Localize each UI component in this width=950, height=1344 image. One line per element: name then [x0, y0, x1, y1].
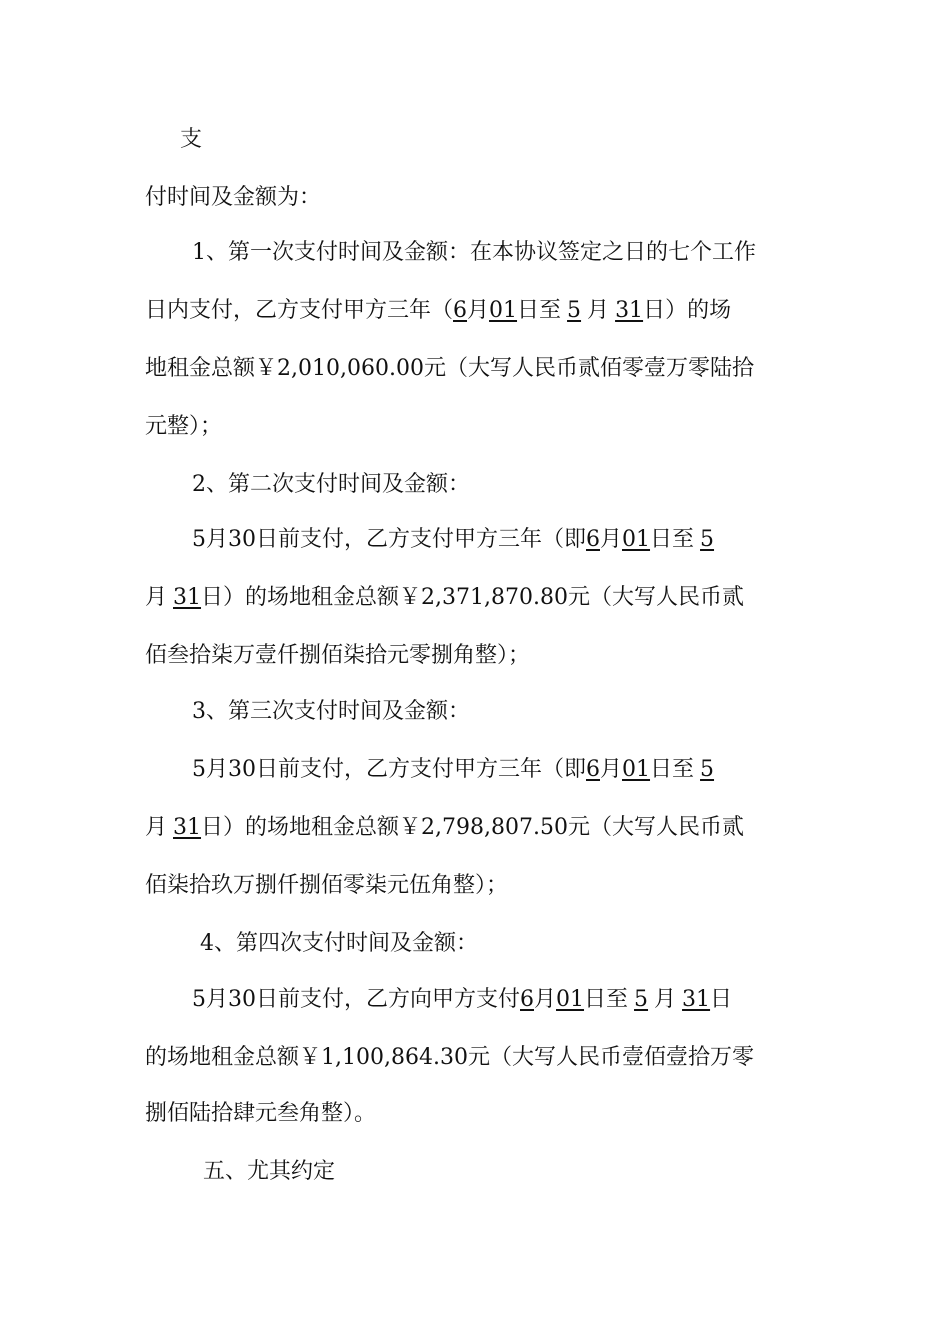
text-line: [0, 412, 950, 442]
text-line: [0, 525, 950, 555]
text: 5月30日前支付，乙方支付甲方三年（即: [192, 527, 586, 552]
text-line: [0, 985, 950, 1015]
underlined-value: 31: [173, 585, 202, 610]
text: 日至: [650, 527, 695, 552]
text-line: [0, 871, 950, 901]
text-line: [0, 1099, 950, 1129]
text: 的场地租金总额￥1,100,864.30元（大写人民币壹佰壹拾万零: [145, 1045, 754, 1070]
text: 日内支付，乙方支付甲方三年（: [145, 298, 454, 323]
list-item-4-heading: [0, 929, 950, 959]
text: 捌佰陆拾肆元叁角整）。: [145, 1101, 377, 1126]
underlined-value: 5: [567, 298, 582, 323]
text: 月: [467, 298, 490, 323]
text: 4、第四次支付时间及金额：: [200, 931, 478, 956]
text: 地租金总额￥2,010,060.00元（大写人民币贰佰零壹万零陆拾: [145, 356, 754, 381]
text: 月: [600, 527, 623, 552]
text-line: [0, 125, 950, 155]
underlined-value: 6: [586, 757, 600, 782]
underlined-value: 31: [682, 987, 711, 1012]
underlined-value: 5: [634, 987, 649, 1012]
text: 日至: [584, 987, 629, 1012]
text: 3、第三次支付时间及金额：: [192, 699, 470, 724]
text-line: [0, 583, 950, 613]
underlined-value: 6: [520, 987, 534, 1012]
text-line: [0, 813, 950, 843]
underlined-value: 01: [622, 757, 651, 782]
text: 1、第一次支付时间及金额：在本协议签定之日的七个工作: [192, 240, 756, 265]
list-item-3-heading: [0, 697, 950, 727]
text-line: [0, 296, 950, 326]
list-item-1-heading: [0, 238, 950, 268]
text-line: [0, 354, 950, 384]
text: 月: [145, 815, 168, 840]
text: 月: [534, 987, 557, 1012]
section-heading: [0, 1157, 950, 1187]
underlined-value: 6: [586, 527, 600, 552]
underlined-value: 31: [615, 298, 644, 323]
text: 日）的场地租金总额￥2,371,870.80元（大写人民币贰: [201, 585, 744, 610]
text: 月: [145, 585, 168, 610]
underlined-value: 6: [453, 298, 468, 323]
text: 付时间及金额为：: [145, 185, 322, 210]
text: 日至: [650, 757, 695, 782]
underlined-value: 5: [700, 527, 715, 552]
text: 日至: [517, 298, 562, 323]
text: 日）的场: [643, 298, 732, 323]
list-item-2-heading: [0, 470, 950, 500]
text: 支: [180, 127, 203, 152]
text-line: [0, 641, 950, 671]
underlined-value: 01: [489, 298, 518, 323]
text: 日）的场地租金总额￥2,798,807.50元（大写人民币贰: [201, 815, 744, 840]
text: 5月30日前支付，乙方向甲方支付: [192, 987, 520, 1012]
text: 月: [600, 757, 623, 782]
text: 佰叁拾柒万壹仟捌佰柒拾元零捌角整）；: [145, 643, 531, 668]
text: 元整）；: [145, 414, 223, 439]
text: 五、尤其约定: [203, 1159, 336, 1184]
text-line: [0, 1043, 950, 1073]
underlined-value: 01: [556, 987, 585, 1012]
text-line: [0, 183, 950, 213]
underlined-value: 31: [173, 815, 202, 840]
underlined-value: 01: [622, 527, 651, 552]
text: 月: [587, 298, 610, 323]
text: 月: [654, 987, 677, 1012]
text: 日: [710, 987, 733, 1012]
text: 佰柒拾玖万捌仟捌佰零柒元伍角整）；: [145, 873, 509, 898]
text: 5月30日前支付，乙方支付甲方三年（即: [192, 757, 586, 782]
underlined-value: 5: [700, 757, 715, 782]
text-line: [0, 755, 950, 785]
text: 2、第二次支付时间及金额：: [192, 472, 470, 497]
